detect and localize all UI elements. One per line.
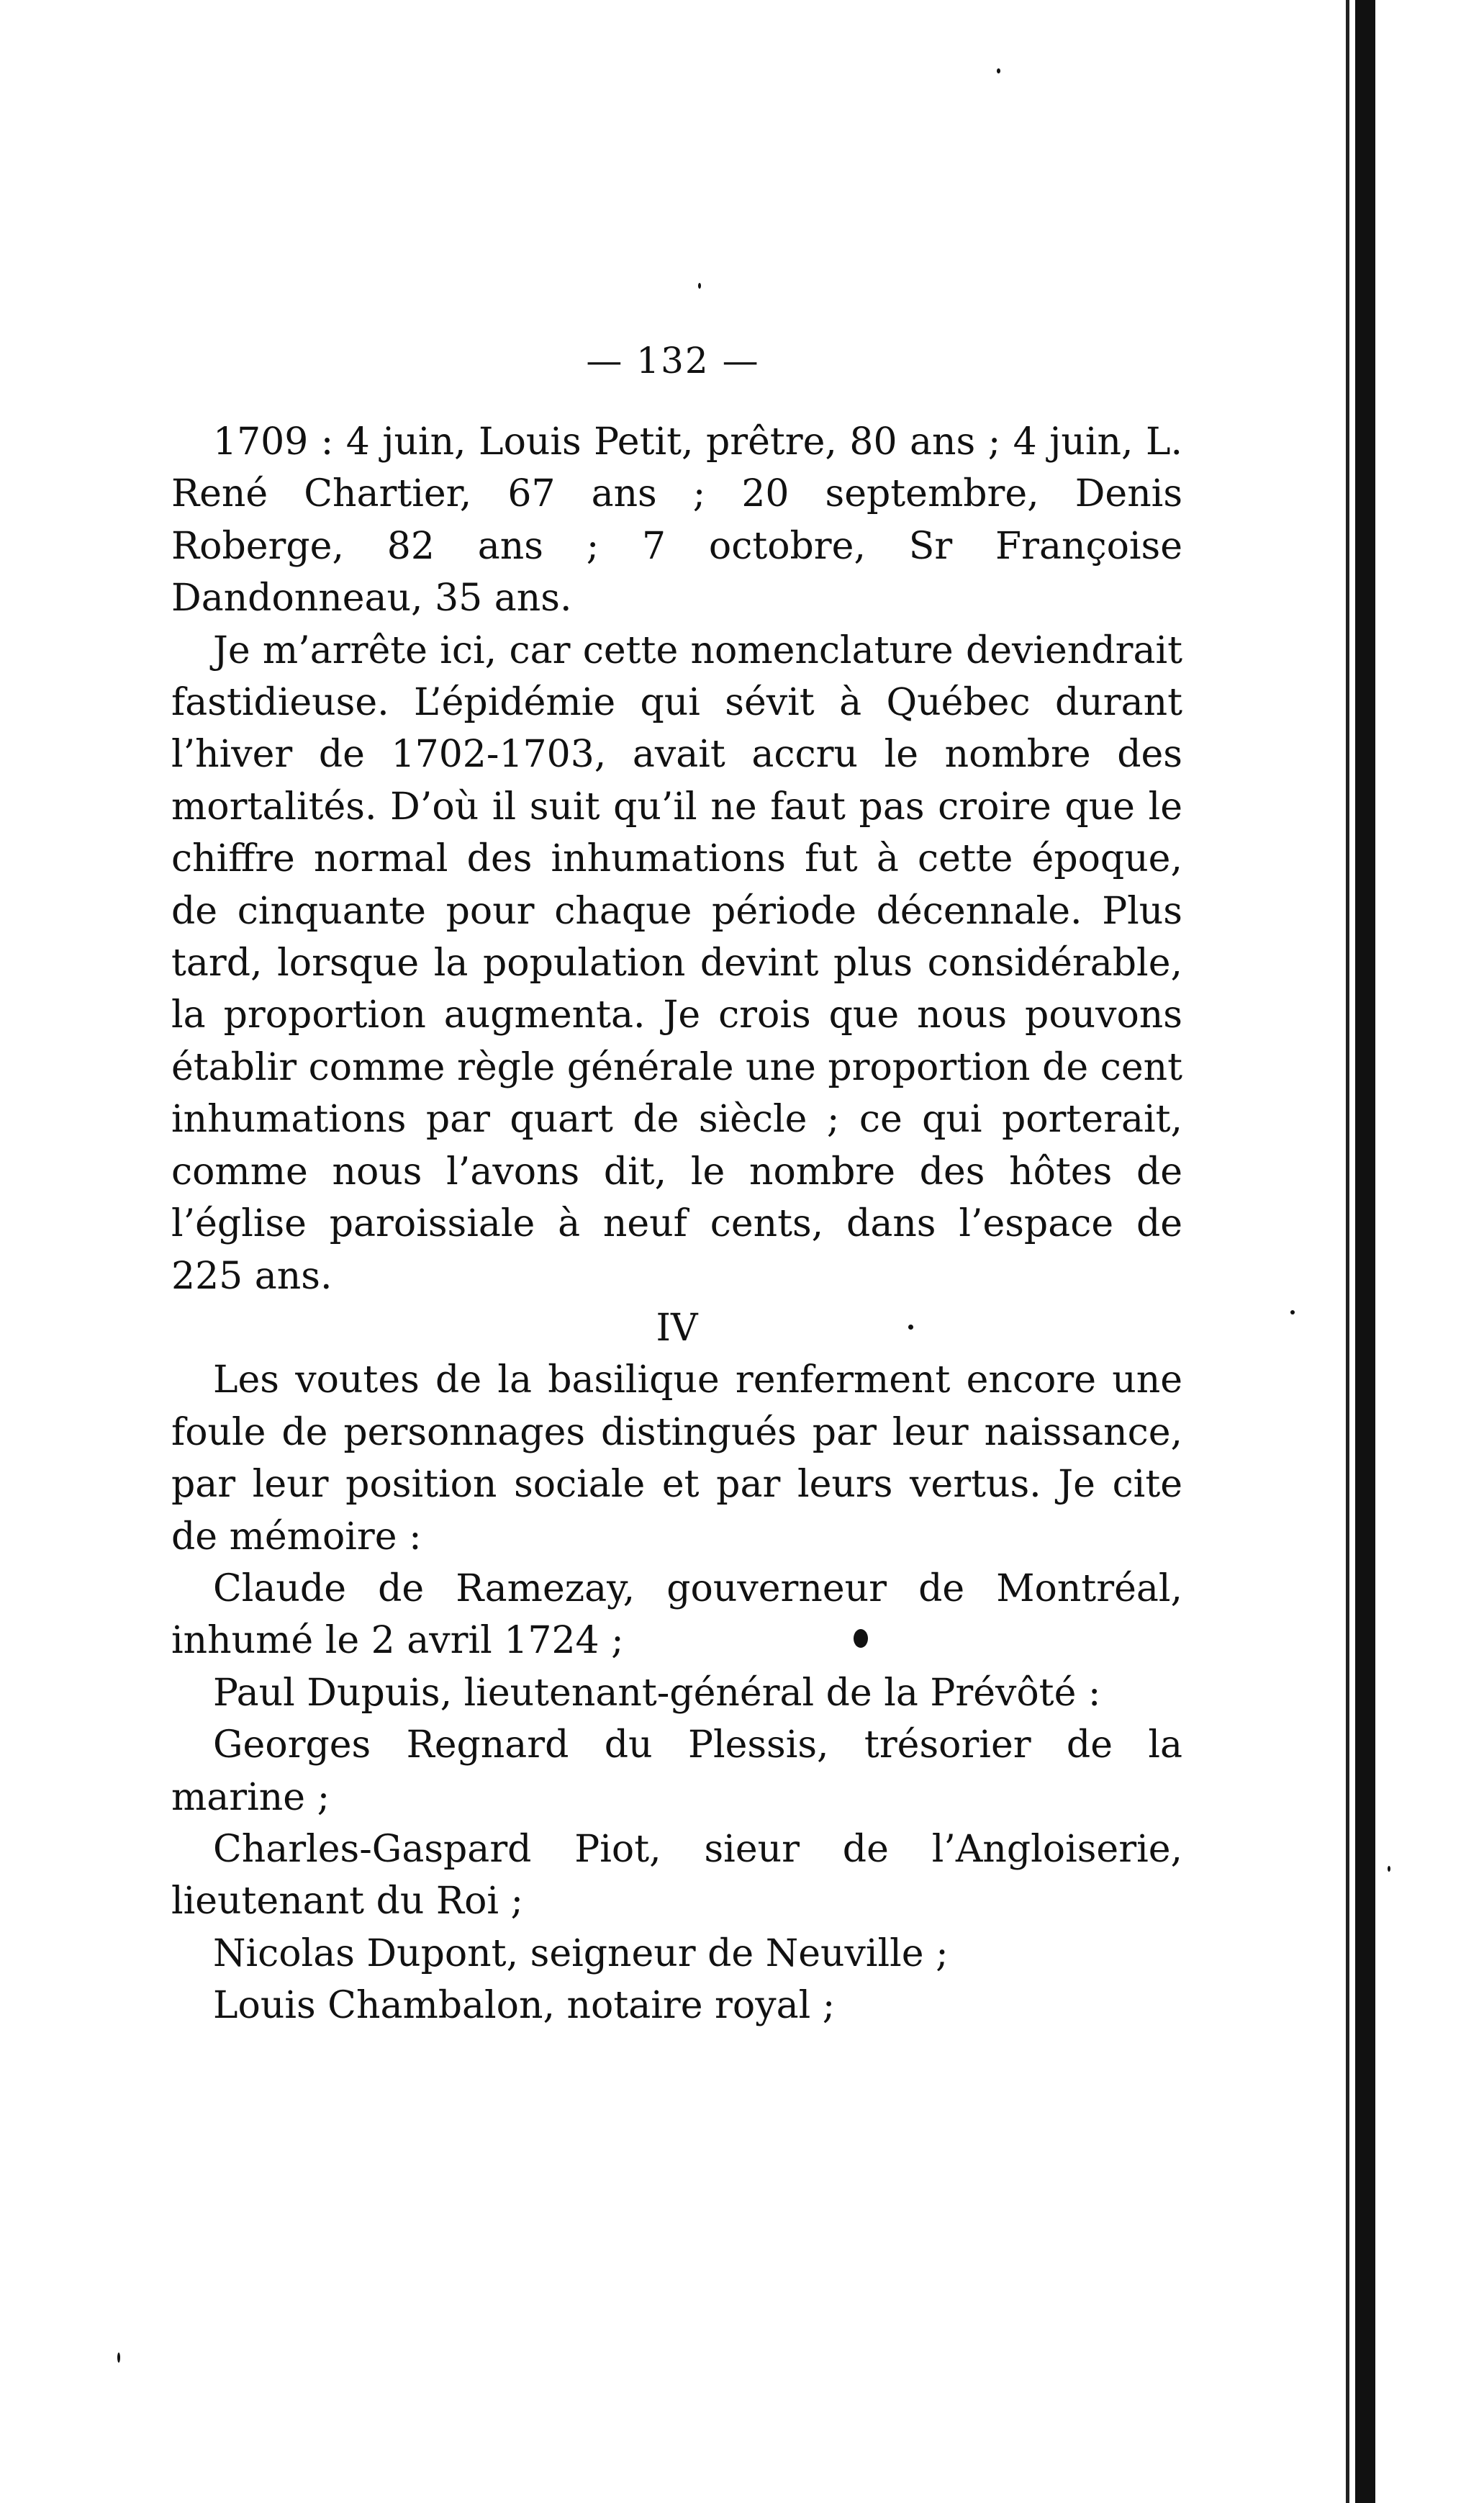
ink-speck — [117, 2353, 120, 2363]
entry-regnard: Georges Regnard du Plessis, trésorier de la marine ; — [171, 1723, 1182, 1819]
entry-piot: Charles-Gaspard Piot, sieur de l’Angloiserie, lieutenant du Roi ; — [171, 1827, 1182, 1924]
section-intro: Les voutes de la basilique renferment encore une foule de personnages distingués par leur naissance, par leur position sociale et par leurs vertus. Je cite de mémoire : — [171, 1358, 1182, 1559]
paragraph-burial-list: 1709 : 4 juin, Louis Petit, prêtre, 80 ans ; 4 juin, L. René Chartier, 67 ans ; 20 septembre, Denis Roberge, 82 ans ; 7 octobre, Sr Françoise Dandonneau, 35 ans. — [171, 420, 1182, 621]
main-text — [171, 416, 1182, 2032]
page-edge-line — [1346, 0, 1349, 2503]
ink-speck — [997, 68, 1000, 73]
page-number: — 132 — — [586, 340, 760, 382]
entry-dupont: Nicolas Dupont, seigneur de Neuville ; — [213, 1931, 949, 1975]
ink-speck — [1290, 1310, 1295, 1314]
ink-speck — [908, 1325, 913, 1330]
ink-speck — [698, 283, 701, 289]
ink-speck — [1388, 1866, 1390, 1872]
entry-ramezay: Claude de Ramezay, gouverneur de Montréal, inhumé le 2 avril 1724 ; — [171, 1566, 1182, 1663]
section-heading: IV — [656, 1306, 698, 1350]
paragraph-commentary: Je m’arrête ici, car cette nomenclature deviendrait fastidieuse. L’épidémie qui sévit à Québec durant l’hiver de 1702-1703, avait accru le nombre des mortalités. D’où il suit qu’il ne faut pas croire que le chiffre normal des inhumations fut à cette époque, de cinquante pour chaque période décennale. Plus tard, lorsque la population devint plus considérable, la proportion augmenta. Je crois que nous pouvons établir comme règle générale une proportion de cent inhumations par quart de siècle ; ce qui porterait, comme nous l’avons dit, le nombre des hôtes de l’église paroissiale à neuf cents, dans l’espace de 225 ans. — [171, 628, 1182, 1298]
entry-dupuis: Paul Dupuis, lieutenant-général de la Prévôté : — [213, 1671, 1101, 1715]
entry-chambalon: Louis Chambalon, notaire royal ; — [213, 1984, 836, 2028]
page-binding-edge — [1355, 0, 1375, 2503]
ink-speck — [854, 1629, 868, 1648]
